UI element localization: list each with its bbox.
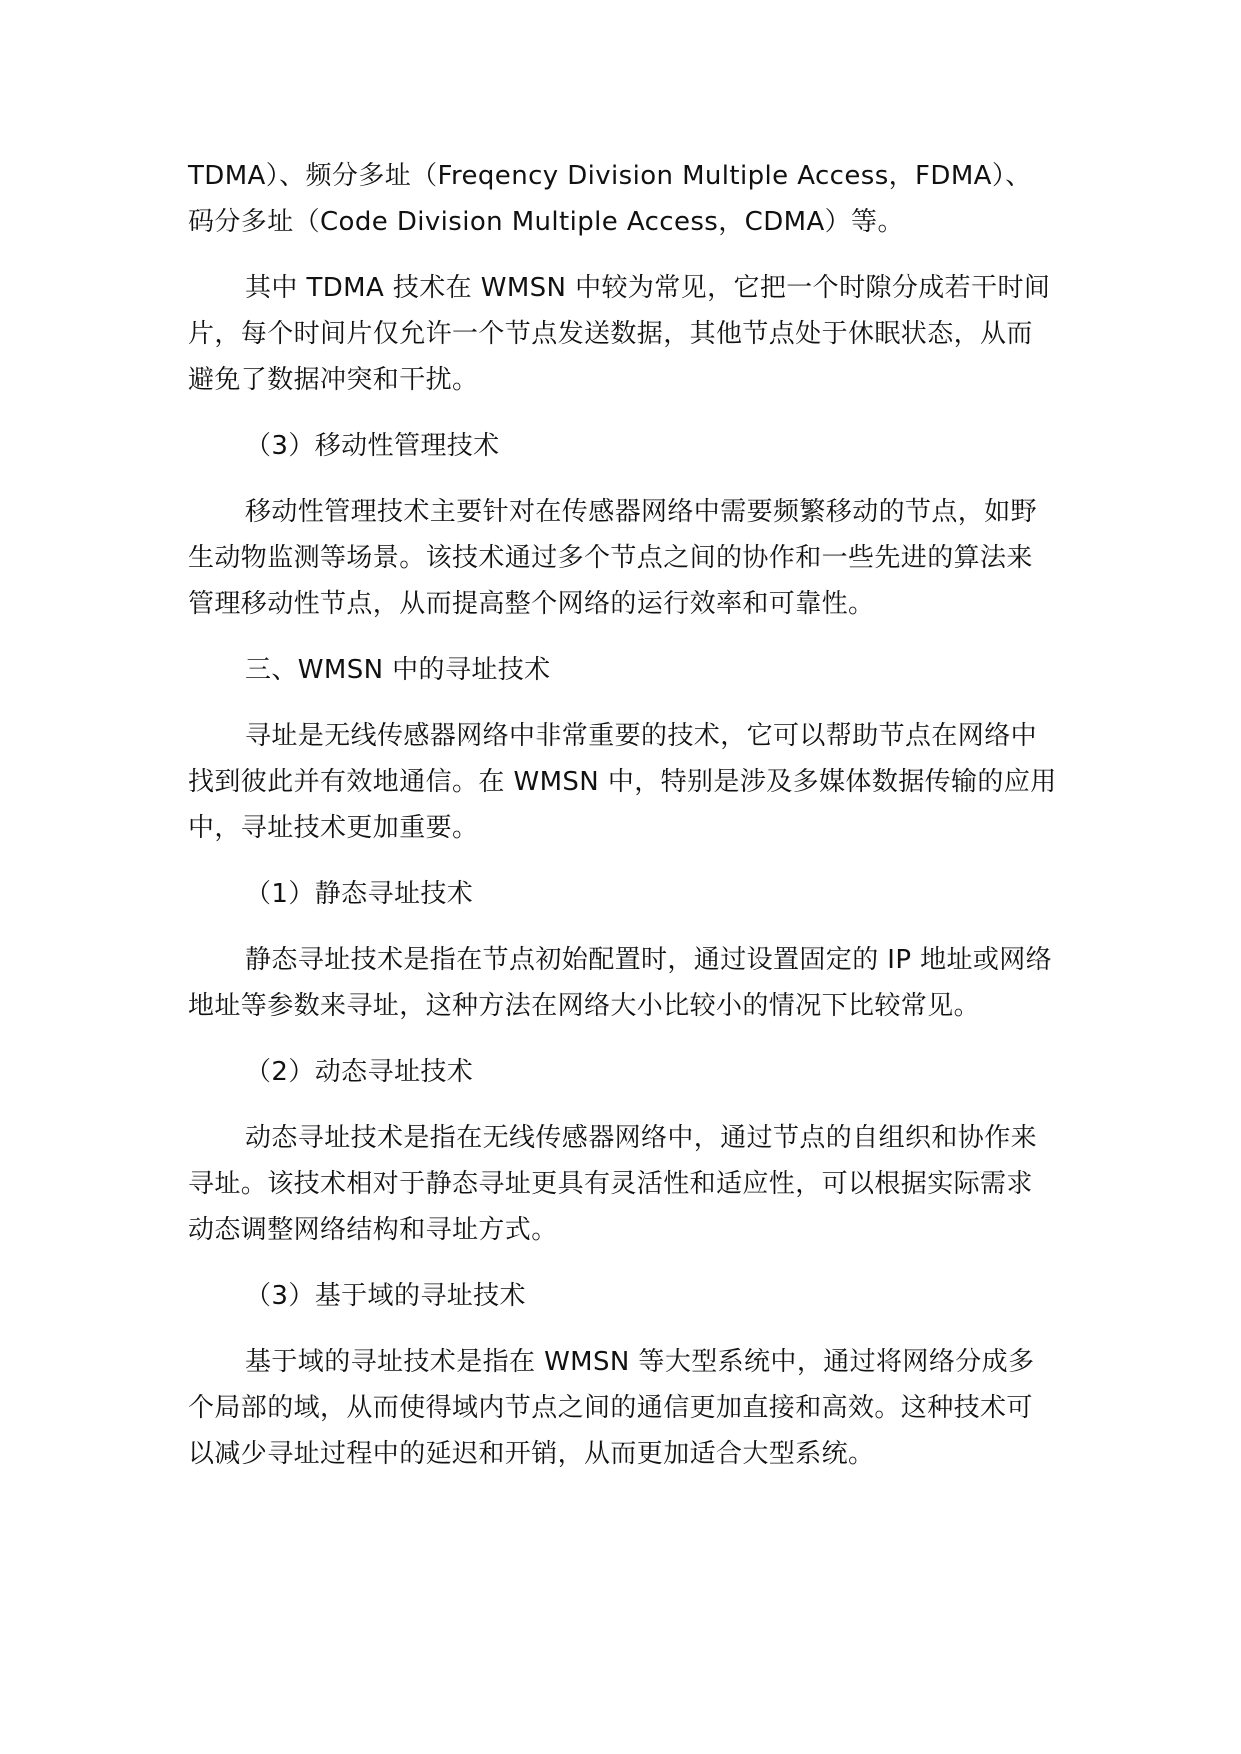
document-body	[188, 153, 1058, 1497]
section-heading-addressing: 三、WMSN 中的寻址技术	[245, 655, 551, 685]
paragraph-addressing-intro: 寻址是无线传感器网络中非常重要的技术，它可以帮助节点在网络中找到彼此并有效地通信。在 WMSN 中，特别是涉及多媒体数据传输的应用中，寻址技术更加重要。	[188, 721, 1057, 843]
paragraph-static-addressing: 静态寻址技术是指在节点初始配置时，通过设置固定的 IP 地址或网络地址等参数来寻址，这种方法在网络大小比较小的情况下比较常见。	[188, 945, 1053, 1021]
paragraph-dynamic-addressing: 动态寻址技术是指在无线传感器网络中，通过节点的自组织和协作来寻址。该技术相对于静态寻址更具有灵活性和适应性，可以根据实际需求动态调整网络结构和寻址方式。	[188, 1123, 1038, 1245]
paragraph-continuation: TDMA）、频分多址（Freqency Division Multiple Access，FDMA）、码分多址（Code Division Multiple Access，CDMA）等。	[188, 161, 1032, 237]
subheading-dynamic-addressing: （2）动态寻址技术	[245, 1057, 474, 1087]
subheading-static-addressing: （1）静态寻址技术	[245, 879, 474, 909]
subheading-domain-addressing: （3）基于域的寻址技术	[245, 1281, 526, 1311]
subheading-mobility-management: （3）移动性管理技术	[245, 431, 500, 461]
paragraph-mobility-management: 移动性管理技术主要针对在传感器网络中需要频繁移动的节点，如野生动物监测等场景。该技术通过多个节点之间的协作和一些先进的算法来管理移动性节点，从而提高整个网络的运行效率和可靠性。	[188, 497, 1038, 619]
paragraph-tdma: 其中 TDMA 技术在 WMSN 中较为常见，它把一个时隙分成若干时间片，每个时间片仅允许一个节点发送数据，其他节点处于休眠状态，从而避免了数据冲突和干扰。	[188, 273, 1051, 395]
paragraph-domain-addressing: 基于域的寻址技术是指在 WMSN 等大型系统中，通过将网络分成多个局部的域，从而使得域内节点之间的通信更加直接和高效。这种技术可以减少寻址过程中的延迟和开销，从而更加适合大型系统。	[188, 1347, 1035, 1469]
